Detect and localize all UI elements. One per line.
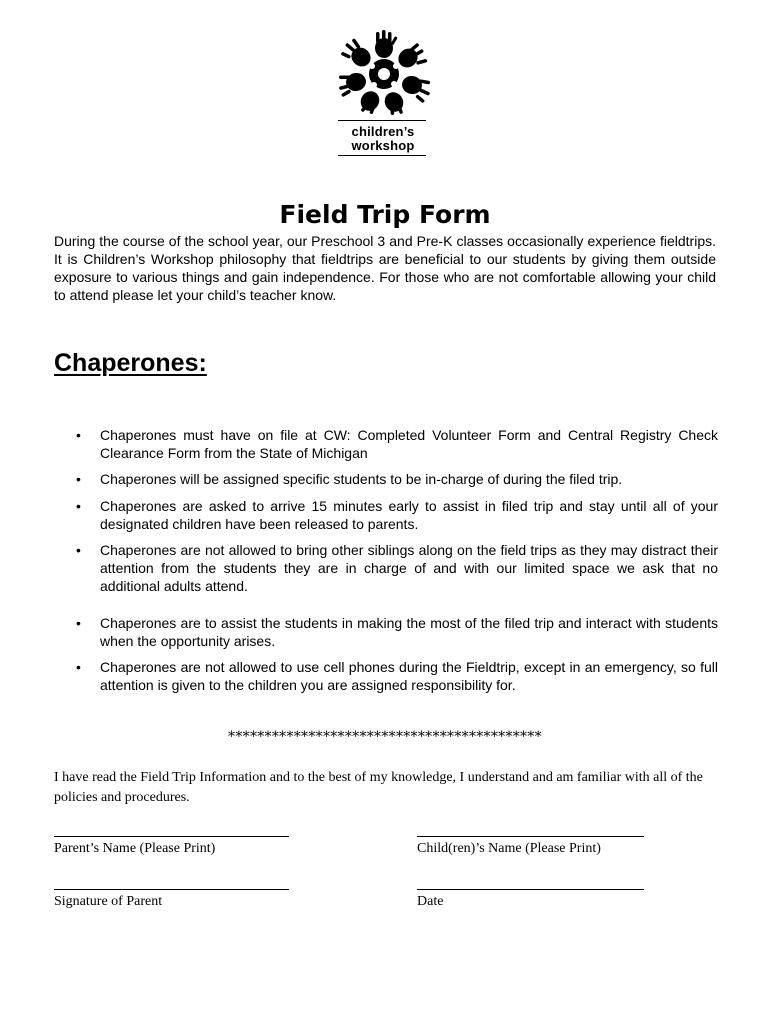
bullet-marker: • [76,498,81,514]
list-item [76,541,718,595]
asterisk-separator: ******************************************* [228,729,542,745]
parent-name-line[interactable] [54,836,289,837]
child-name-label: Child(ren)’s Name (Please Print) [417,841,601,856]
list-item-text: Chaperones are not allowed to bring other siblings along on the field trips as they may distract their attention from the students they are in charge of and with our limited space we ask that no additional adults attend. [100,542,718,594]
date-label: Date [417,894,444,909]
page-title: Field Trip Form [279,200,491,229]
bullet-marker: • [76,427,81,443]
logo-text-workshop: workshop [351,138,415,153]
list-item [76,470,718,488]
list-item [76,614,718,650]
bullet-marker: • [76,615,81,631]
bullet-marker: • [76,659,81,675]
date-line[interactable] [417,889,644,890]
logo-bottom-rule [338,155,426,156]
bullet-marker: • [76,471,81,487]
logo-top-rule [338,120,426,121]
list-item [76,497,718,533]
acknowledgement-text: I have read the Field Trip Information and to the best of my knowledge, I understand and am familiar with all of the policies and procedures. [54,770,703,805]
chaperones-heading: Chaperones: [54,349,207,377]
list-item-text: Chaperones are to assist the students in making the most of the filed trip and interact with students when the opportunity arises. [100,615,718,649]
handprint-circle-icon [334,30,434,116]
list-item-text: Chaperones must have on file at CW: Completed Volunteer Form and Central Registry Check Clearance Form from the State of Michigan [100,427,718,461]
intro-paragraph: During the course of the school year, our Preschool 3 and Pre-K classes occasionally experience fieldtrips. It is Children’s Workshop philosophy that fieldtrips are beneficial to our students by giving them outside exposure to various things and gain independence. For those who are not comfortable allowing your child to attend please let your child’s teacher know. [54,233,716,303]
list-item-text: Chaperones are not allowed to use cell phones during the Fieldtrip, except in an emergency, so full attention is given to the children you are assigned responsibility for. [100,659,718,693]
list-item-text: Chaperones will be assigned specific students to be in-charge of during the filed trip. [100,471,623,487]
parent-signature-line[interactable] [54,889,289,890]
list-item [76,658,718,694]
list-item-text: Chaperones are asked to arrive 15 minutes early to assist in filed trip and stay until all of your designated children have been released to parents. [100,498,718,532]
parent-name-label: Parent’s Name (Please Print) [54,841,216,856]
logo-text-childrens: children’s [351,124,415,139]
parent-signature-label: Signature of Parent [54,894,163,909]
child-name-line[interactable] [417,836,644,837]
childrens-workshop-logo [330,30,440,160]
list-item [76,426,718,462]
bullet-marker: • [76,542,81,558]
